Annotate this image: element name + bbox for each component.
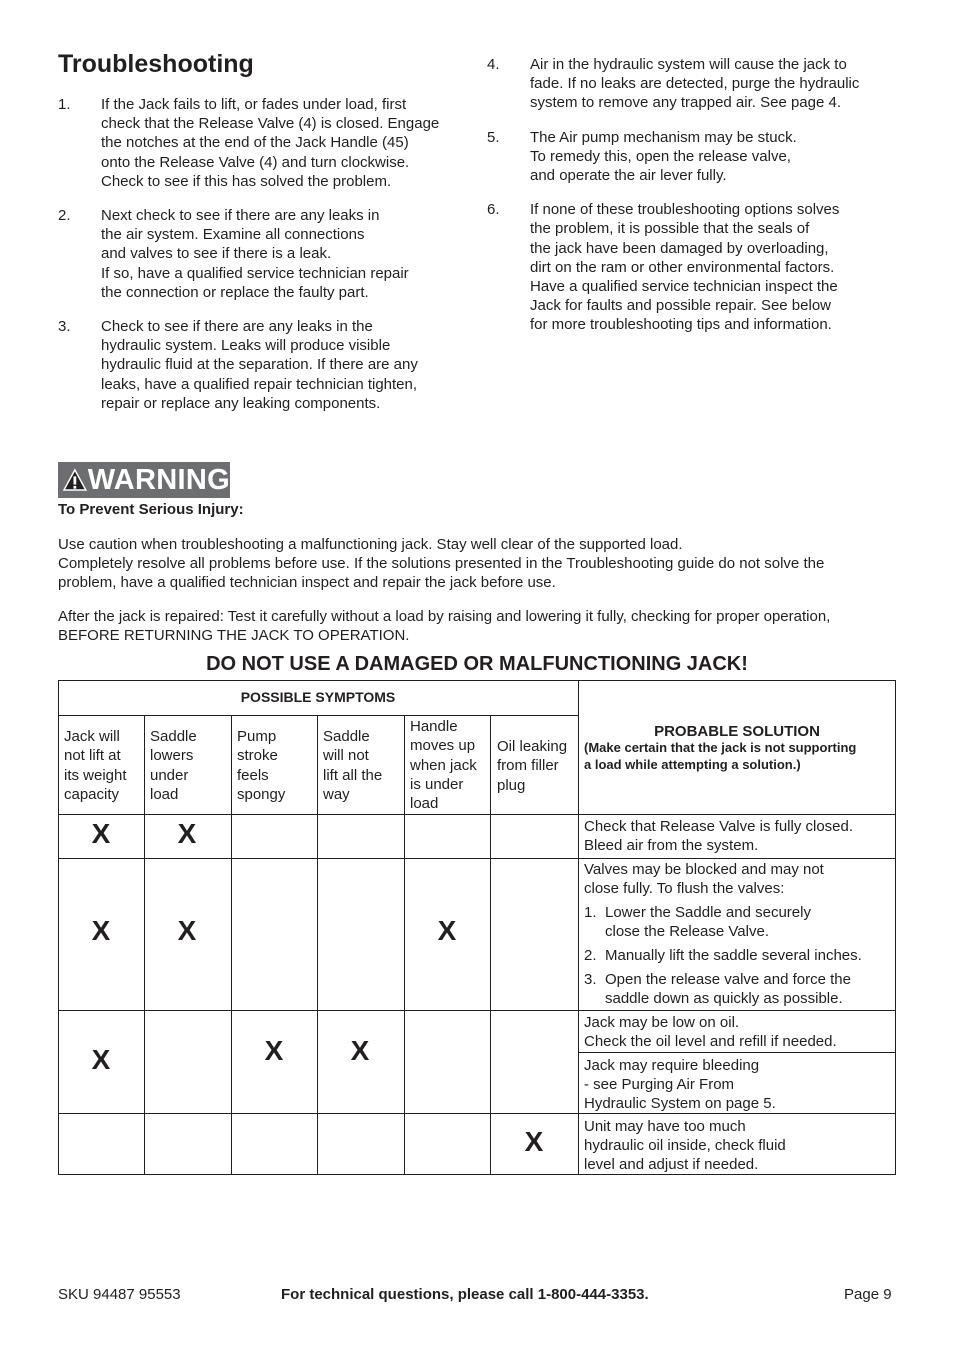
item-text: If none of these troubleshooting options solves the problem, it is possible that the seals of the jack have been damaged by overloading, dirt on the ram or other environmental factors. Have a qualified service technician inspect the Jack for faults and possible repair. See below for more troubleshooting tips and information. [530, 201, 840, 334]
symptom-mark: X [437, 915, 457, 946]
table-rule [490, 715, 491, 1175]
item-text: If the Jack fails to lift, or fades under load, first check that the Release Valve (4) is closed. Engage the notches at the end of the Jack Handle (45) onto the Release Valve (4) and turn clockwise. Check to see if this has solved the problem. [101, 96, 440, 190]
step-number: 3. [584, 971, 597, 988]
list-item [487, 200, 907, 334]
step-text: Open the release valve and force the saddle down as quickly as possible. [605, 971, 851, 1007]
symptom-mark: X [91, 1044, 111, 1075]
table-rule [578, 680, 579, 1175]
table-rule [58, 1174, 896, 1175]
list-item [487, 128, 907, 186]
column-header: Pump stroke feels spongy [237, 728, 286, 803]
symptom-mark: X [524, 1126, 544, 1157]
table-rule [231, 715, 232, 1175]
warning-triangle-icon [63, 468, 87, 492]
symptom-mark: X [264, 1035, 284, 1066]
list-item [58, 206, 478, 302]
symptoms-header: POSSIBLE SYMPTOMS [240, 689, 396, 705]
footer-sku: SKU 94487 95553 [58, 1286, 181, 1303]
item-text: The Air pump mechanism may be stuck. To remedy this, open the release valve, and operate the air lever fully. [530, 128, 797, 185]
step-text: Lower the Saddle and securely close the Release Valve. [605, 904, 811, 940]
list-item [58, 95, 478, 191]
list-item [487, 55, 907, 113]
warning-paragraph: After the jack is repaired: Test it carefully without a load by raising and lowering it fully, checking for proper operation, BEFORE RETURNING THE JACK TO OPERATION. [58, 608, 831, 644]
list-item [58, 317, 478, 413]
table-rule [58, 814, 896, 815]
table-rule [58, 858, 896, 859]
table-heading: DO NOT USE A DAMAGED OR MALFUNCTIONING JACK! [206, 653, 748, 675]
column-header: Oil leaking from filler plug [497, 738, 568, 794]
item-number: 4. [487, 56, 500, 73]
solution-text: Jack may require bleeding - see Purging Air From Hydraulic System on page 5. [584, 1057, 776, 1112]
symptom-mark: X [177, 915, 197, 946]
symptom-mark: X [91, 818, 111, 849]
table-rule [58, 680, 896, 681]
step-number: 1. [584, 904, 597, 921]
table-rule [895, 680, 896, 1175]
symptom-mark: X [350, 1035, 370, 1066]
solution-text: Check that Release Valve is fully closed. Bleed air from the system. [584, 818, 854, 854]
table-rule [58, 715, 578, 716]
footer-tech-line: For technical questions, please call 1-800-444-3353. [281, 1286, 649, 1303]
item-number: 2. [58, 207, 71, 225]
step-number: 2. [584, 947, 597, 964]
step-text: Manually lift the saddle several inches. [605, 947, 862, 964]
table-rule [58, 1010, 896, 1011]
warning-paragraph: Use caution when troubleshooting a malfunctioning jack. Stay well clear of the supported load. Completely resolve all problems before use. If the solutions presented in the Troubleshooting guide do not solve the problem, have a qualified technician inspect and repair the jack before use. [58, 536, 825, 591]
page-title: Troubleshooting [58, 50, 254, 78]
solution-step [584, 903, 889, 941]
solution-text: Valves may be blocked and may not close fully. To flush the valves: [584, 861, 824, 897]
item-text: Next check to see if there are any leaks in the air system. Examine all connections and valves to see if there is a leak. If so, have a qualified service technician repair the connection or replace the faulty part. [101, 207, 409, 301]
item-number: 5. [487, 128, 500, 146]
troubleshooting-list-left [58, 95, 478, 428]
column-header: Jack will not lift at its weight capacity [64, 728, 127, 803]
table-rule [317, 715, 318, 1175]
item-number: 1. [58, 96, 71, 113]
item-number: 3. [58, 318, 71, 336]
item-number: 6. [487, 201, 500, 219]
solution-header: PROBABLE SOLUTION [654, 723, 820, 740]
table-rule [578, 1052, 896, 1053]
troubleshooting-list-right [487, 55, 907, 350]
table-rule [58, 1113, 896, 1114]
solution-step [584, 946, 889, 965]
solution-text: Unit may have too much hydraulic oil inside, check fluid level and adjust if needed. [584, 1118, 786, 1173]
column-header: Handle moves up when jack is under load [410, 718, 477, 813]
column-header: Saddle lowers under load [150, 728, 197, 803]
page-number: Page 9 [844, 1286, 892, 1303]
warning-label: WARNING [87, 463, 230, 496]
symptom-mark: X [177, 818, 197, 849]
warning-banner [58, 462, 230, 498]
solution-text: Jack may be low on oil. Check the oil level and refill if needed. [584, 1014, 837, 1050]
solution-step [584, 970, 889, 1008]
troubleshooting-table [58, 680, 896, 1176]
solution-note: (Make certain that the jack is not supporting a load while attempting a solution.) [584, 740, 857, 772]
item-text: Air in the hydraulic system will cause the jack to fade. If no leaks are detected, purge the hydraulic system to remove any trapped air. See page 4. [530, 56, 860, 112]
warning-subheading: To Prevent Serious Injury: [58, 501, 244, 518]
symptom-mark: X [91, 915, 111, 946]
item-text: Check to see if there are any leaks in the hydraulic system. Leaks will produce visible hydraulic fluid at the separation. If there are any leaks, have a qualified repair technician tighten, repair or replace any leaking components. [101, 318, 418, 412]
column-header: Saddle will not lift all the way [323, 728, 383, 803]
